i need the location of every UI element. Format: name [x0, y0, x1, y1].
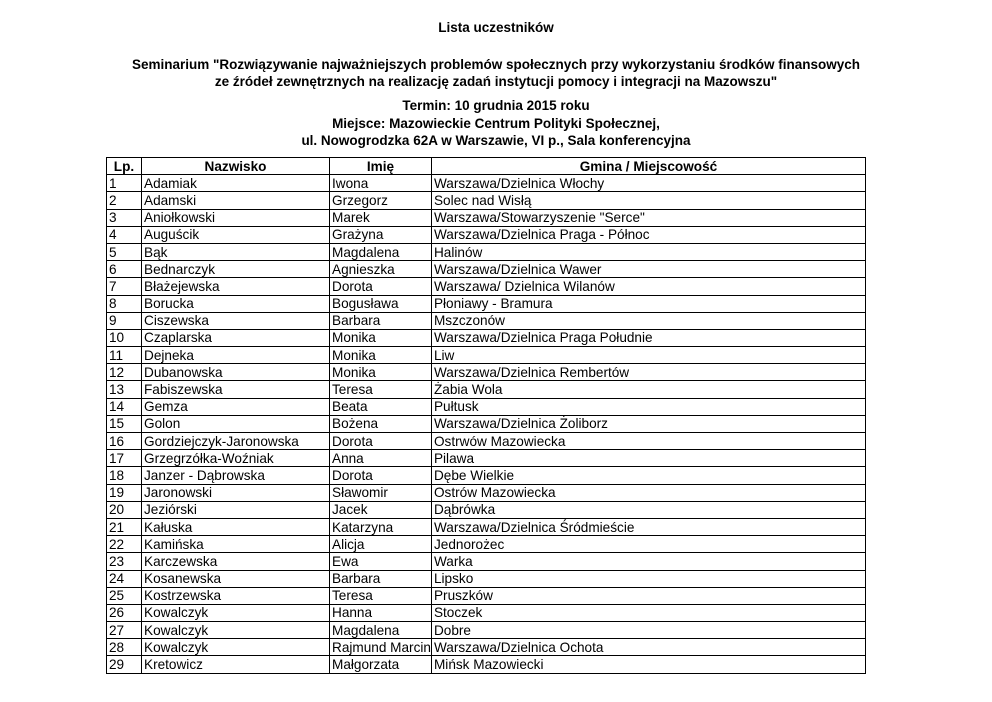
cell-municipality: Płoniawy - Bramura: [431, 295, 865, 312]
cell-first-name: Grażyna: [330, 226, 432, 243]
cell-first-name: Iwona: [330, 175, 432, 192]
cell-lp: 21: [107, 518, 142, 535]
cell-surname: Grzegrzółka-Woźniak: [142, 450, 330, 467]
table-row: [107, 295, 866, 312]
cell-first-name: Dorota: [330, 467, 432, 484]
cell-first-name: Teresa: [330, 587, 432, 604]
cell-first-name: Dorota: [330, 433, 432, 450]
cell-municipality: Dąbrówka: [431, 501, 865, 518]
cell-lp: 2: [107, 192, 142, 209]
cell-municipality: Stoczek: [431, 604, 865, 621]
cell-lp: 11: [107, 347, 142, 364]
cell-lp: 23: [107, 553, 142, 570]
table-body: [107, 175, 866, 673]
cell-first-name: Katarzyna: [330, 518, 432, 535]
table-header-row: [107, 158, 866, 175]
place-line-2: ul. Nowogrodzka 62A w Warszawie, VI p., Sala konferencyjna: [301, 133, 691, 148]
cell-surname: Kowalczyk: [142, 622, 330, 639]
cell-lp: 7: [107, 278, 142, 295]
cell-municipality: Jednorożec: [431, 536, 865, 553]
cell-surname: Golon: [142, 415, 330, 432]
cell-surname: Fabiszewska: [142, 381, 330, 398]
cell-surname: Aniołkowski: [142, 209, 330, 226]
table-row: [107, 536, 866, 553]
cell-municipality: Liw: [431, 347, 865, 364]
cell-first-name: Monika: [330, 347, 432, 364]
cell-lp: 25: [107, 587, 142, 604]
seminar-title-line-1: Seminarium "Rozwiązywanie najważniejszych problemów społecznych przy wykorzystaniu środków finansowych: [131, 57, 861, 72]
cell-municipality: Mińsk Mazowiecki: [431, 656, 865, 673]
cell-municipality: Warszawa/Dzielnica Praga - Północ: [431, 226, 865, 243]
cell-first-name: Dorota: [330, 278, 432, 295]
cell-surname: Kosanewska: [142, 570, 330, 587]
cell-municipality: Solec nad Wisłą: [431, 192, 865, 209]
table-row: [107, 570, 866, 587]
cell-lp: 9: [107, 312, 142, 329]
cell-municipality: Halinów: [431, 243, 865, 260]
date-line: Termin: 10 grudnia 2015 roku: [402, 98, 590, 113]
cell-lp: 28: [107, 639, 142, 656]
cell-surname: Kowalczyk: [142, 639, 330, 656]
cell-municipality: Warszawa/Dzielnica Żoliborz: [431, 415, 865, 432]
cell-first-name: Małgorzata: [330, 656, 432, 673]
participants-table: [106, 157, 866, 674]
cell-first-name: Barbara: [330, 570, 432, 587]
cell-municipality: Pilawa: [431, 450, 865, 467]
cell-surname: Kamińska: [142, 536, 330, 553]
table-row: [107, 381, 866, 398]
cell-municipality: Warszawa/Dzielnica Wawer: [431, 261, 865, 278]
cell-surname: Kowalczyk: [142, 604, 330, 621]
cell-first-name: Marek: [330, 209, 432, 226]
cell-lp: 13: [107, 381, 142, 398]
cell-lp: 16: [107, 433, 142, 450]
table-row: [107, 278, 866, 295]
cell-lp: 27: [107, 622, 142, 639]
cell-municipality: Warszawa/Dzielnica Rembertów: [431, 364, 865, 381]
cell-lp: 29: [107, 656, 142, 673]
cell-lp: 8: [107, 295, 142, 312]
table-row: [107, 261, 866, 278]
cell-first-name: Teresa: [330, 381, 432, 398]
cell-lp: 17: [107, 450, 142, 467]
cell-first-name: Barbara: [330, 312, 432, 329]
table-row: [107, 450, 866, 467]
cell-municipality: Dobre: [431, 622, 865, 639]
cell-surname: Auguścik: [142, 226, 330, 243]
cell-municipality: Warszawa/Dzielnica Ochota: [431, 639, 865, 656]
table-row: [107, 656, 866, 673]
cell-first-name: Magdalena: [330, 243, 432, 260]
table-row: [107, 484, 866, 501]
cell-municipality: Mszczonów: [431, 312, 865, 329]
cell-surname: Borucka: [142, 295, 330, 312]
cell-first-name: Hanna: [330, 604, 432, 621]
table-row: [107, 622, 866, 639]
cell-lp: 19: [107, 484, 142, 501]
cell-first-name: Beata: [330, 398, 432, 415]
table-row: [107, 398, 866, 415]
cell-first-name: Rajmund Marcin: [330, 639, 432, 656]
cell-surname: Bednarczyk: [142, 261, 330, 278]
cell-municipality: Pułtusk: [431, 398, 865, 415]
cell-first-name: Agnieszka: [330, 261, 432, 278]
table-row: [107, 467, 866, 484]
table-row: [107, 415, 866, 432]
cell-municipality: Pruszków: [431, 587, 865, 604]
cell-municipality: Ostrwów Mazowiecka: [431, 433, 865, 450]
cell-surname: Adamski: [142, 192, 330, 209]
cell-lp: 20: [107, 501, 142, 518]
table-row: [107, 364, 866, 381]
cell-surname: Jeziórski: [142, 501, 330, 518]
cell-lp: 4: [107, 226, 142, 243]
cell-first-name: Ewa: [330, 553, 432, 570]
cell-surname: Bąk: [142, 243, 330, 260]
cell-surname: Gemza: [142, 398, 330, 415]
table-row: [107, 226, 866, 243]
cell-first-name: Sławomir: [330, 484, 432, 501]
cell-first-name: Magdalena: [330, 622, 432, 639]
cell-surname: Błażejewska: [142, 278, 330, 295]
cell-lp: 10: [107, 329, 142, 346]
cell-lp: 1: [107, 175, 142, 192]
table-row: [107, 347, 866, 364]
table-row: [107, 312, 866, 329]
table-row: [107, 175, 866, 192]
cell-surname: Dejneka: [142, 347, 330, 364]
table-row: [107, 192, 866, 209]
column-header-surname: Nazwisko: [142, 158, 330, 175]
document-title: Lista uczestników: [438, 20, 554, 35]
cell-first-name: Anna: [330, 450, 432, 467]
cell-lp: 15: [107, 415, 142, 432]
table-row: [107, 587, 866, 604]
cell-municipality: Ostrów Mazowiecka: [431, 484, 865, 501]
column-header-first-name: Imię: [330, 158, 432, 175]
cell-municipality: Żabia Wola: [431, 381, 865, 398]
cell-first-name: Bogusława: [330, 295, 432, 312]
cell-surname: Czaplarska: [142, 329, 330, 346]
cell-municipality: Warszawa/ Dzielnica Wilanów: [431, 278, 865, 295]
table-row: [107, 518, 866, 535]
table-row: [107, 553, 866, 570]
seminar-title-line-2: ze źródeł zewnętrznych na realizację zadań instytucji pomocy i integracji na Mazowszu": [214, 74, 778, 89]
cell-lp: 14: [107, 398, 142, 415]
cell-surname: Gordziejczyk-Jaronowska: [142, 433, 330, 450]
cell-surname: Dubanowska: [142, 364, 330, 381]
cell-first-name: Monika: [330, 364, 432, 381]
cell-municipality: Warszawa/Stowarzyszenie "Serce": [431, 209, 865, 226]
cell-lp: 3: [107, 209, 142, 226]
cell-lp: 26: [107, 604, 142, 621]
table-row: [107, 604, 866, 621]
cell-municipality: Dębe Wielkie: [431, 467, 865, 484]
cell-municipality: Warka: [431, 553, 865, 570]
cell-surname: Kałuska: [142, 518, 330, 535]
column-header-lp: Lp.: [107, 158, 142, 175]
table-row: [107, 433, 866, 450]
cell-lp: 6: [107, 261, 142, 278]
cell-surname: Ciszewska: [142, 312, 330, 329]
cell-lp: 18: [107, 467, 142, 484]
cell-municipality: Warszawa/Dzielnica Śródmieście: [431, 518, 865, 535]
cell-municipality: Warszawa/Dzielnica Włochy: [431, 175, 865, 192]
cell-lp: 22: [107, 536, 142, 553]
cell-lp: 12: [107, 364, 142, 381]
cell-municipality: Lipsko: [431, 570, 865, 587]
cell-first-name: Alicja: [330, 536, 432, 553]
cell-municipality: Warszawa/Dzielnica Praga Południe: [431, 329, 865, 346]
cell-first-name: Grzegorz: [330, 192, 432, 209]
table-row: [107, 243, 866, 260]
cell-surname: Karczewska: [142, 553, 330, 570]
cell-first-name: Bożena: [330, 415, 432, 432]
table-row: [107, 329, 866, 346]
table-row: [107, 209, 866, 226]
cell-surname: Kostrzewska: [142, 587, 330, 604]
cell-first-name: Monika: [330, 329, 432, 346]
cell-first-name: Jacek: [330, 501, 432, 518]
cell-lp: 24: [107, 570, 142, 587]
column-header-municipality: Gmina / Miejscowość: [431, 158, 865, 175]
cell-surname: Kretowicz: [142, 656, 330, 673]
cell-lp: 5: [107, 243, 142, 260]
table-row: [107, 501, 866, 518]
table-row: [107, 639, 866, 656]
cell-surname: Janzer - Dąbrowska: [142, 467, 330, 484]
cell-surname: Jaronowski: [142, 484, 330, 501]
place-line-1: Miejsce: Mazowieckie Centrum Polityki Społecznej,: [332, 116, 660, 131]
cell-surname: Adamiak: [142, 175, 330, 192]
